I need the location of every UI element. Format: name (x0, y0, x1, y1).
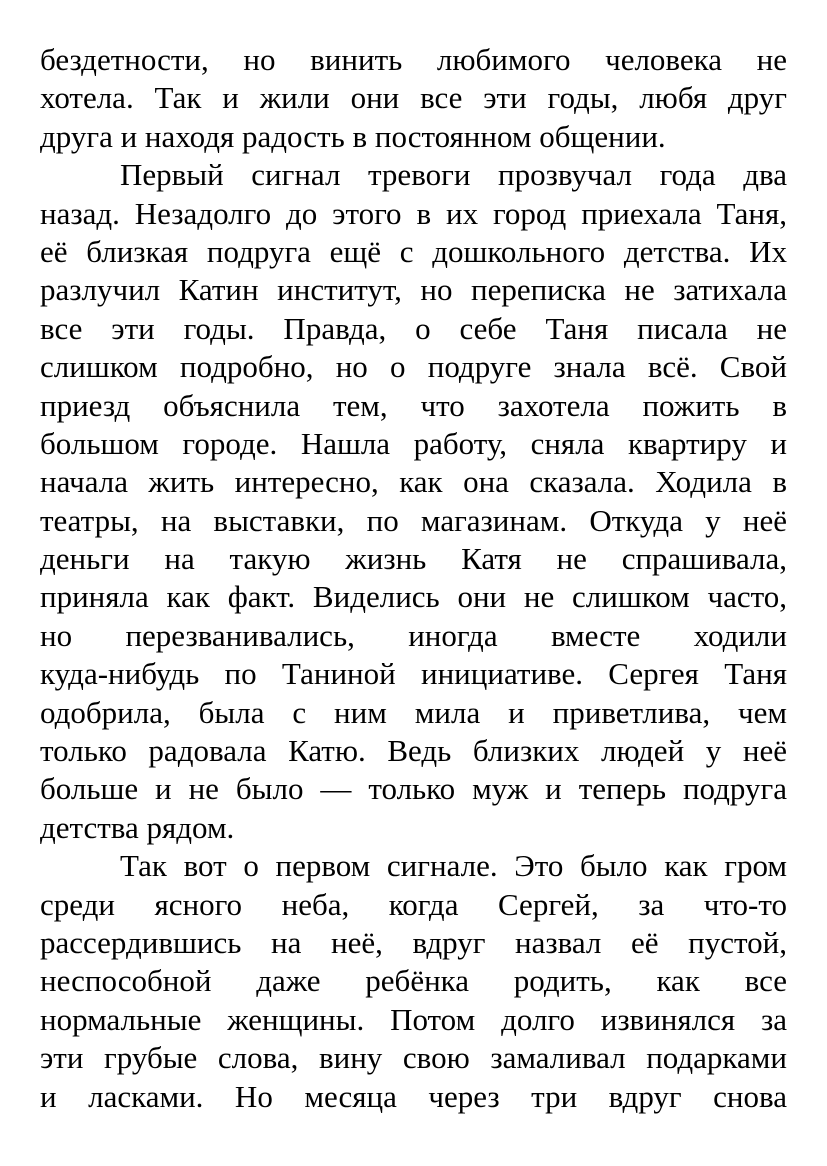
text-line: все эти годы. Правда, о себе Таня писала не (40, 310, 787, 346)
text-line: театры, на выставки, по магазинам. Откуда у неё (40, 502, 787, 538)
text-line: но перезванивались, иногда вместе ходили (40, 617, 787, 653)
text-line: эти грубые слова, вину свою замаливал подарками (40, 1040, 787, 1076)
paragraph-3 (40, 847, 787, 1116)
text-line: одобрила, была с ним мила и приветлива, чем (40, 694, 787, 730)
paragraph-1 (40, 41, 787, 156)
text-line: хотела. Так и жили они все эти годы, любя друг (40, 80, 787, 116)
text-line: неспособной даже ребёнка родить, как все (40, 963, 787, 999)
text-line: Первый сигнал тревоги прозвучал года два (120, 157, 787, 193)
text-line: рассердившись на неё, вдруг назвал её пустой, (40, 924, 787, 960)
text-line: нормальные женщины. Потом долго извинялся за (40, 1001, 787, 1037)
text-line: деньги на такую жизнь Катя не спрашивала, (40, 541, 787, 577)
text-line: детства рядом. (40, 809, 235, 845)
text-line: назад. Незадолго до этого в их город приехала Таня, (40, 195, 787, 231)
text-line: приняла как факт. Виделись они не слишком часто, (40, 579, 787, 615)
text-line: больше и не было — только муж и теперь подруга (40, 771, 787, 807)
text-line: бездетности, но винить любимого человека не (40, 42, 787, 77)
document-page (40, 41, 787, 1116)
text-line: Так вот о первом сигнале. Это было как гром (120, 848, 787, 884)
text-line: только радовала Катю. Ведь близких людей у неё (40, 733, 787, 769)
text-line: разлучил Катин институт, но переписка не затихала (40, 272, 787, 308)
text-line: и ласками. Но месяца через три вдруг снова (40, 1078, 787, 1114)
text-line: большом городе. Нашла работу, сняла квартиру и (40, 425, 787, 461)
paragraph-2 (40, 156, 787, 847)
text-line: начала жить интересно, как она сказала. Ходила в (40, 464, 787, 500)
text-line: приезд объяснила тем, что захотела пожить в (40, 387, 787, 423)
text-line: слишком подробно, но о подруге знала всё. Свой (40, 349, 787, 385)
text-line: друга и находя радость в постоянном общении. (40, 118, 666, 154)
text-line: её близкая подруга ещё с дошкольного детства. Их (40, 233, 787, 269)
text-line: среди ясного неба, когда Сергей, за что-то (40, 886, 787, 922)
text-line: куда-нибудь по Таниной инициативе. Сергея Таня (40, 656, 787, 692)
